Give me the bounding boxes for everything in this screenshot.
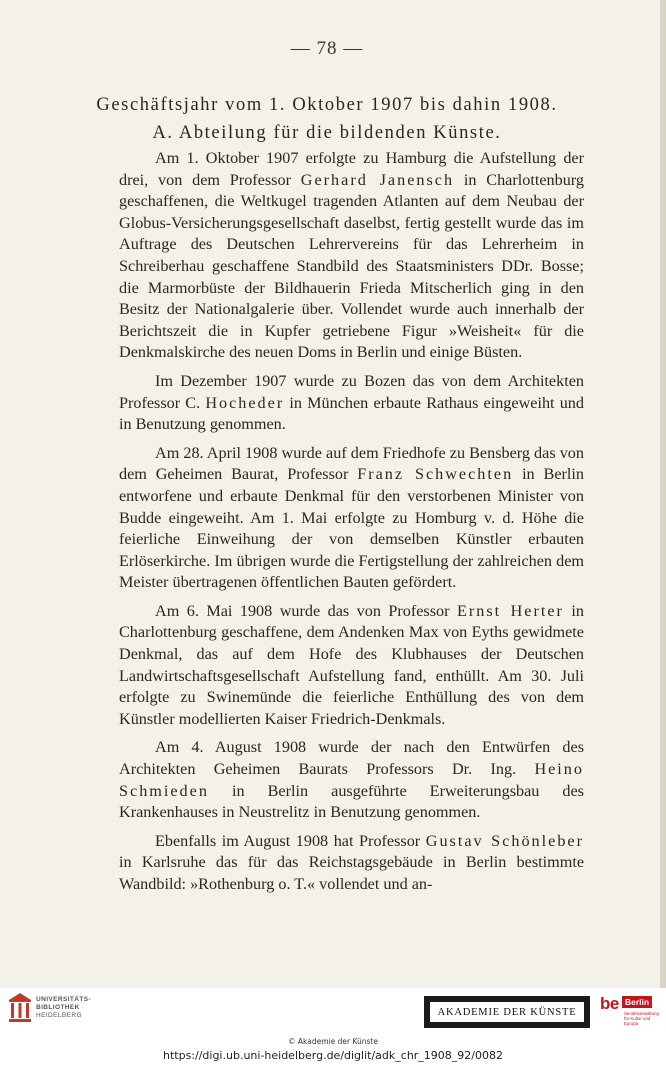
spaced-name: Hocheder bbox=[205, 393, 285, 412]
text-run: in Berlin ausgeführte Erweiterungsbau des Krankenhauses in Neustrelitz in Benutzung genommen. bbox=[119, 781, 584, 822]
text-run: in München erbaute Rathaus eingeweiht und in Benutzung genommen. bbox=[119, 393, 584, 434]
be-berlin-subtitle: Senatsverwaltung für Kultur und Europa bbox=[624, 1011, 659, 1026]
paragraph bbox=[119, 443, 584, 594]
spaced-name: Gustav Schönleber bbox=[425, 831, 585, 850]
be-berlin-berlin: Berlin bbox=[622, 996, 652, 1008]
spaced-name: Heino Schmieden bbox=[119, 760, 584, 800]
permalink-url[interactable]: https://digi.ub.uni-heidelberg.de/diglit/adk_chr_1908_92/0082 bbox=[162, 1049, 504, 1062]
ub-heidelberg-logo-icon[interactable] bbox=[8, 992, 32, 1024]
spaced-name: Ernst Herter bbox=[456, 601, 564, 620]
paragraph bbox=[119, 371, 584, 436]
page-number: — 78 — bbox=[290, 38, 364, 59]
viewer-footer bbox=[0, 988, 666, 1069]
copyright-notice: © Akademie der Künste bbox=[288, 1037, 378, 1046]
be-berlin-be: be bbox=[600, 994, 619, 1013]
spaced-name: Gerhard Janensch bbox=[300, 170, 455, 189]
text-run: Am 4. August 1908 wurde der nach den Entwürfen des Architekten Geheimen Baurats Professors Dr. Ing. bbox=[119, 738, 584, 779]
text-run: in Charlottenburg geschaffenen, die Weltkugel tragenden Atlanten auf dem Neubau der Globus-Versicherungsgesellschaft daselbst, fertig gestellt wurde das im Auftrage des Deutschen Lehrervereins für das Lehrerheim in Schreiberhau geschaffene Standbild des Staatsministers DDr. Bosse; die Marmorbüste der Bildhauerin Frieda Mitscherlich ging in den Besitz der Nationalgalerie über. Vollendet wurde auch innerhalb der Berichtszeit die in Kupfer getriebene Figur »Weisheit« für die Denkmalskirche des neuen Doms in Berlin und einige Büsten. bbox=[119, 170, 584, 362]
adk-label: AKADEMIE DER KÜNSTE bbox=[429, 1001, 585, 1023]
paragraph bbox=[119, 737, 584, 823]
akademie-der-kuenste-logo[interactable] bbox=[424, 996, 590, 1028]
ub-line: UNIVERSITÄTS- bbox=[36, 996, 92, 1003]
text-run: Ebenfalls im August 1908 hat Professor bbox=[155, 831, 426, 850]
text-run: in Charlottenburg geschaffene, dem Andenken Max von Eyths gewidmete Denkmal, das auf dem Hofe des Klubhauses der Deutschen Landwirtschaftsgesellschaft Aufstellung fand, enthüllt. Am 30. Juli erfolgte zu Swinemünde die feierliche Enthüllung des von dem Künstler modellierten Kaiser Friedrich-Denkmals. bbox=[119, 601, 584, 728]
ub-line: HEIDELBERG bbox=[36, 1012, 82, 1019]
ub-line: BIBLIOTHEK bbox=[36, 1004, 80, 1011]
text-run: Am 6. Mai 1908 wurde das von Professor bbox=[155, 601, 457, 620]
text-run: in Karlsruhe das für das Reichstagsgebäude in Berlin bestimmte Wandbild: »Rothenburg o. T.« vollendet und an- bbox=[119, 853, 584, 893]
section-heading: Geschäftsjahr vom 1. Oktober 1907 bis dahin 1908. bbox=[96, 95, 558, 115]
text-run: in Berlin entworfene und erbaute Denkmal für den verstorbenen Minister von Budde eingeweiht. Am 1. Mai erfolgte zu Homburg v. d. Höhe die feierliche Einweihung der von demselben Künstler erbauten Erlöserkirche. Im übrigen wurde die Fertigstellung der zahlreichen dem Meister übertragenen öffentlichen Bauten gefördert. bbox=[119, 465, 584, 592]
paragraph bbox=[119, 831, 584, 896]
be-berlin-logo[interactable] bbox=[600, 994, 658, 1028]
paragraph bbox=[119, 601, 584, 731]
ub-heidelberg-wordmark[interactable] bbox=[36, 996, 91, 1020]
text-run: Am 1. Oktober 1907 erfolgte zu Hamburg die Aufstellung der drei, von dem Professor bbox=[119, 149, 584, 189]
text-run: Am 28. April 1908 wurde auf dem Friedhofe zu Bensberg das von dem Geheimen Baurat, Professor bbox=[119, 443, 584, 484]
paragraph bbox=[119, 148, 584, 364]
text-run: Im Dezember 1907 wurde zu Bozen das von dem Architekten Professor C. bbox=[119, 371, 584, 412]
body-text bbox=[119, 148, 584, 903]
spaced-name: Franz Schwechten bbox=[357, 465, 514, 484]
subsection-heading: A. Abteilung für die bildenden Künste. bbox=[152, 123, 502, 143]
